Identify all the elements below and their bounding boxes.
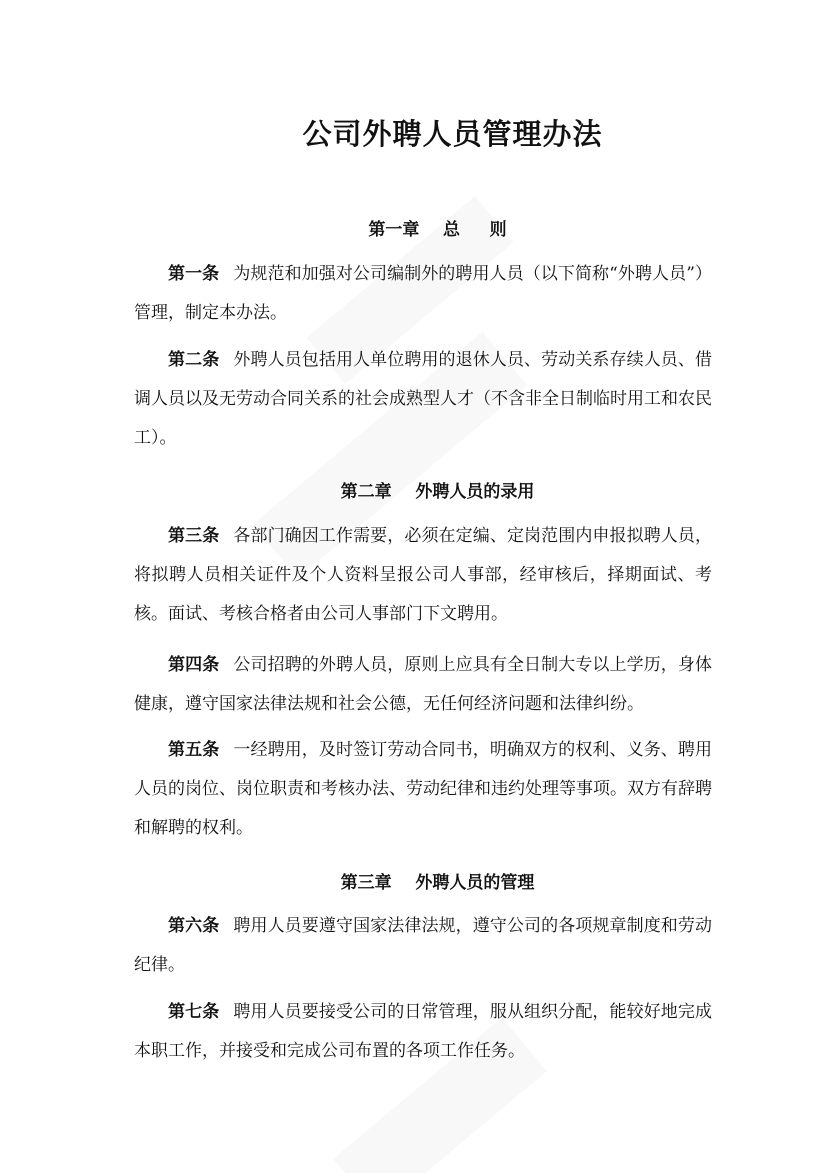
article-paragraph	[134, 993, 712, 1071]
article-label: 第七条	[168, 1002, 220, 1022]
document-title: 公司外聘人员管理办法	[302, 117, 603, 151]
article-text: 聘用人员要接受公司的日常管理，服从组织分配，能较好地完成本职工作，并接受和完成公司布置的各项工作任务。	[134, 1002, 713, 1061]
article-paragraph	[134, 646, 712, 724]
chapter-heading: 第一章 总 则	[368, 220, 507, 240]
article-paragraph	[134, 341, 712, 458]
article-text: 各部门确因工作需要，必须在定编、定岗范围内申报拟聘人员，将拟聘人员相关证件及个人资料呈报公司人事部，经审核后，择期面试、考核。面试、考核合格者由公司人事部门下文聘用。	[134, 526, 713, 624]
article-label: 第四条	[168, 655, 220, 675]
article-text: 一经聘用，及时签订劳动合同书，明确双方的权利、义务、聘用人员的岗位、岗位职责和考核办法、劳动纪律和违约处理等事项。双方有辞聘和解聘的权利。	[134, 740, 713, 838]
article-text: 公司招聘的外聘人员，原则上应具有全日制大专以上学历，身体健康，遵守国家法律法规和社会公德，无任何经济问题和法律纠纷。	[134, 655, 713, 714]
article-text: 为规范和加强对公司编制外的聘用人员（以下简称“外聘人员”）管理，制定本办法。	[134, 264, 712, 323]
article-paragraph	[134, 255, 712, 333]
chapter-heading: 第二章 外聘人员的录用	[340, 482, 535, 502]
article-text: 外聘人员包括用人单位聘用的退休人员、劳动关系存续人员、借调人员以及无劳动合同关系的社会成熟型人才（不含非全日制临时用工和农民工）。	[134, 350, 713, 448]
chapter-heading: 第三章 外聘人员的管理	[340, 873, 535, 893]
article-label: 第五条	[168, 740, 220, 760]
article-paragraph	[134, 517, 712, 634]
article-text: 聘用人员要遵守国家法律法规，遵守公司的各项规章制度和劳动纪律。	[134, 916, 713, 975]
article-label: 第二条	[168, 350, 220, 370]
article-label: 第六条	[168, 916, 220, 936]
article-paragraph	[134, 907, 712, 985]
article-label: 第一条	[168, 264, 220, 284]
article-paragraph	[134, 731, 712, 848]
article-label: 第三条	[168, 526, 220, 546]
